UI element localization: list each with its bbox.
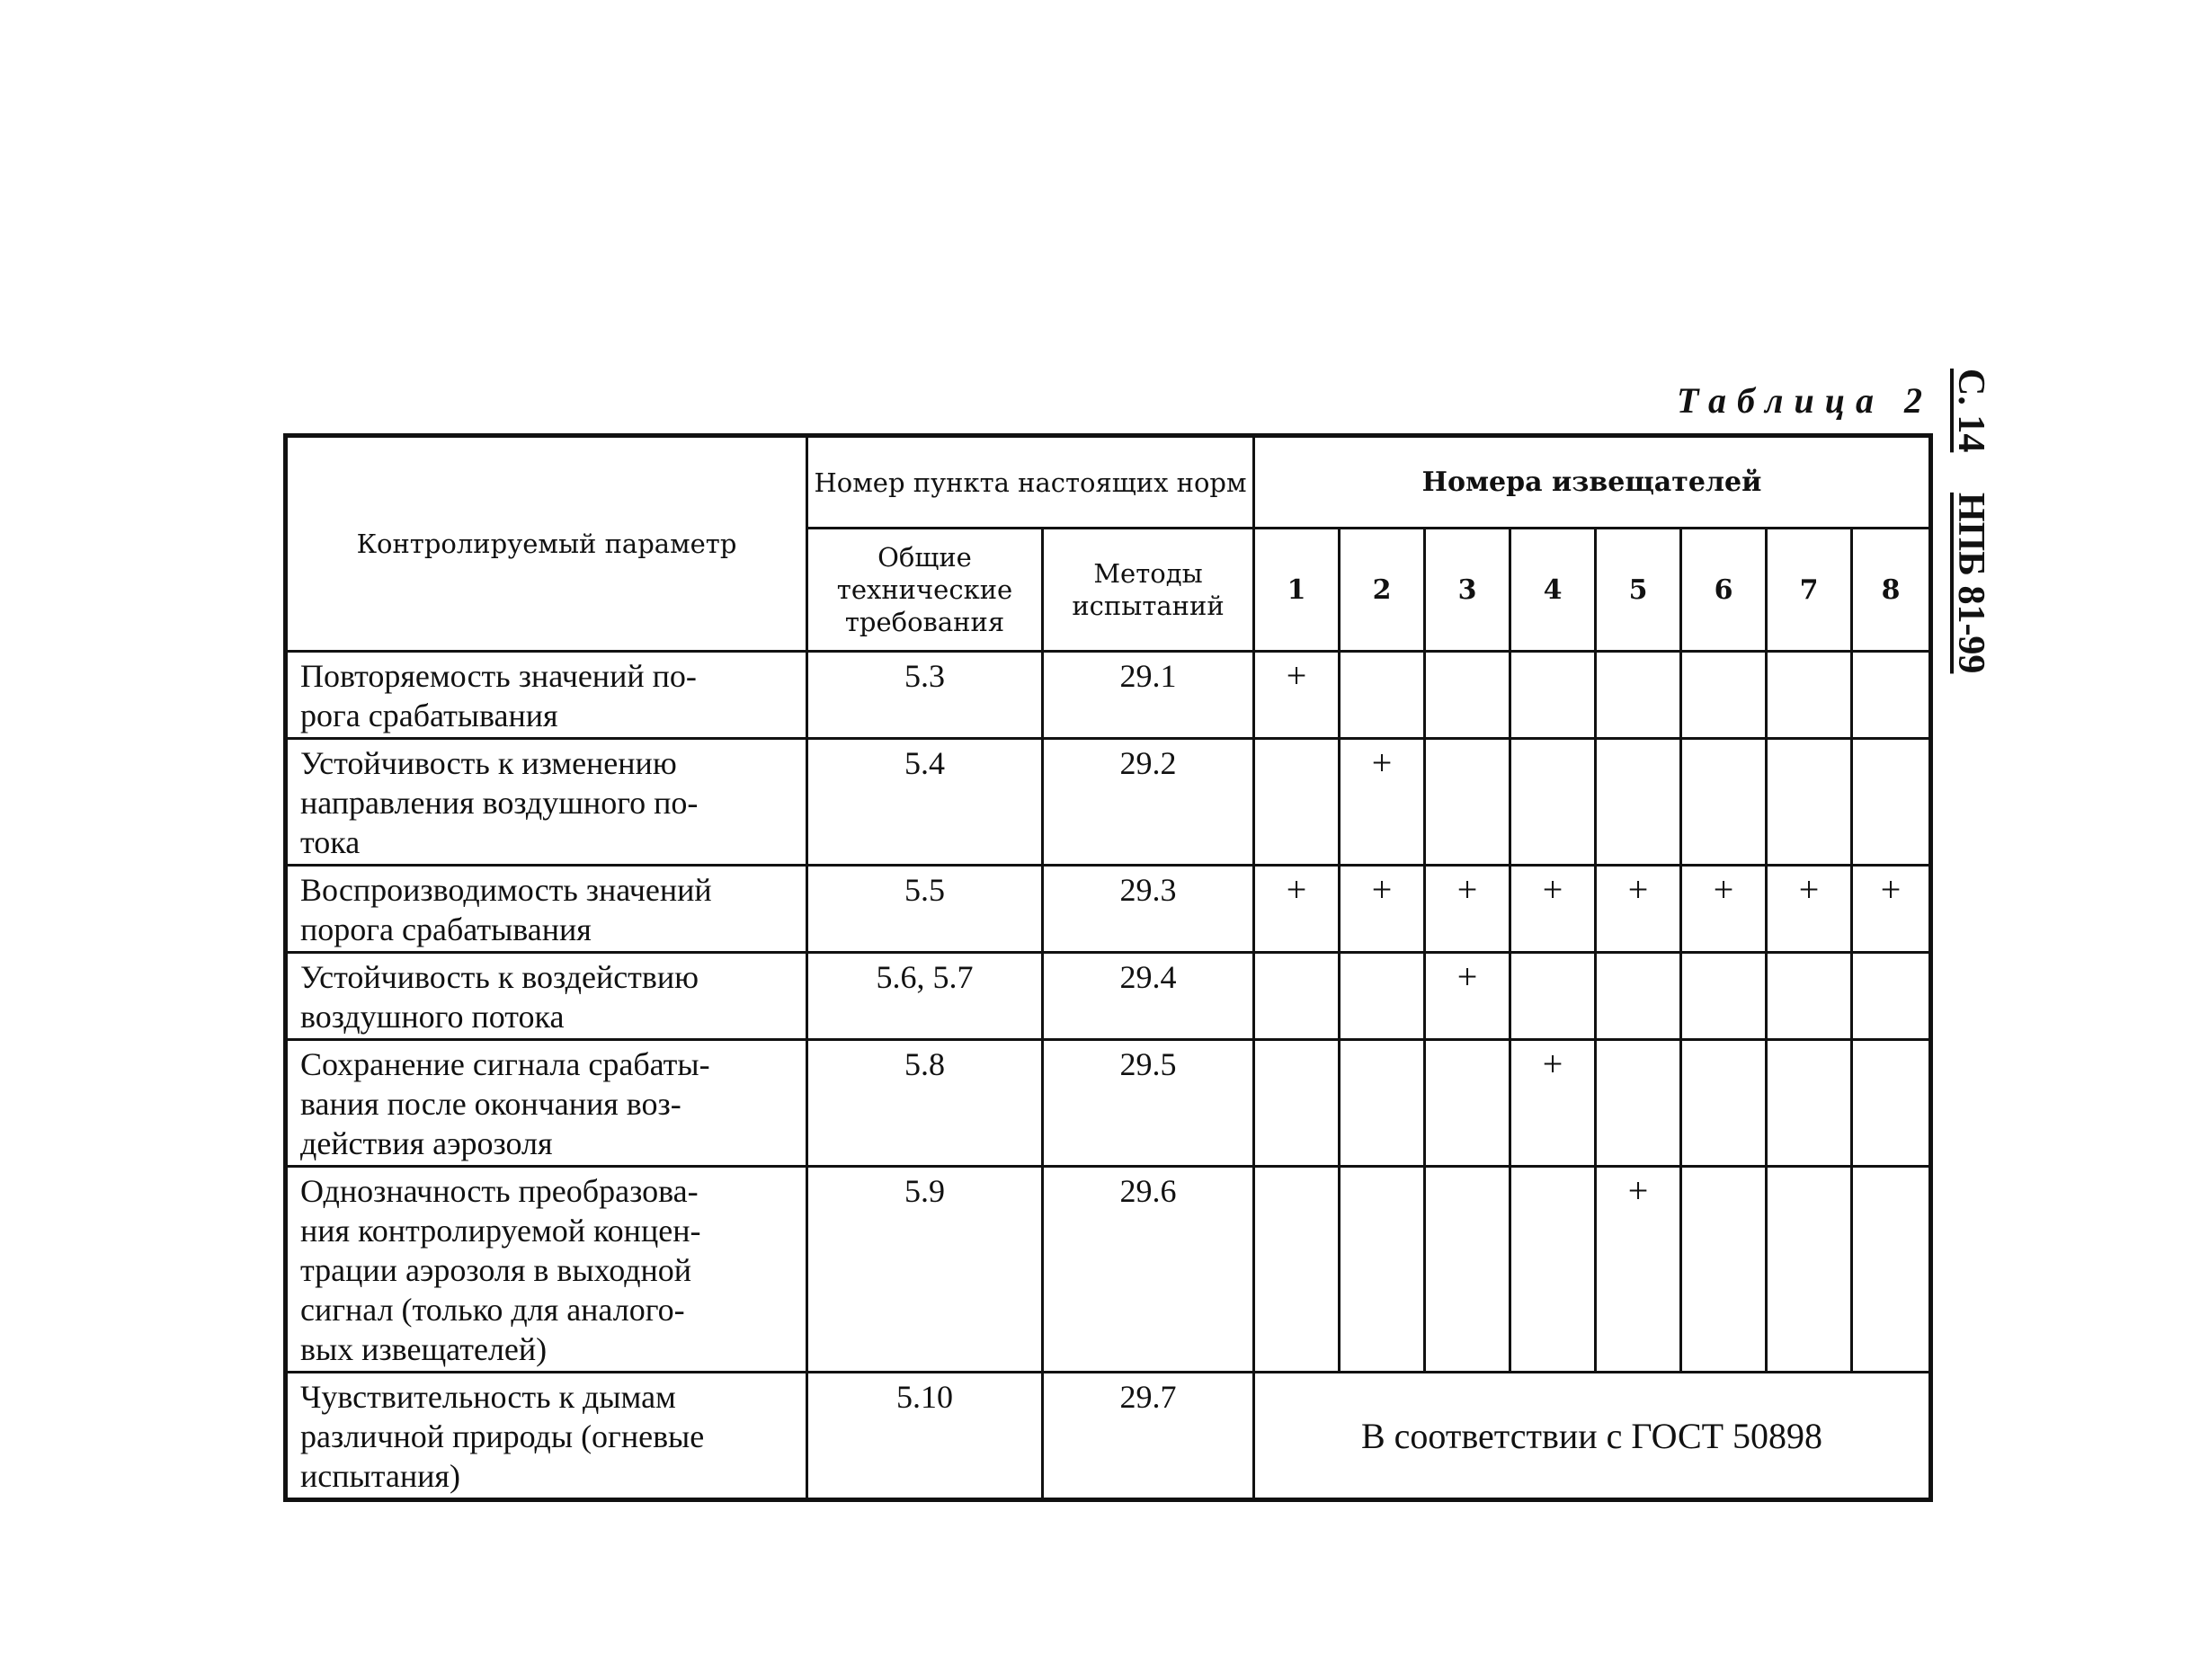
general-req-cell: 5.9 — [807, 1167, 1043, 1373]
param-cell — [286, 953, 807, 1040]
detector-mark-cell — [1681, 652, 1767, 739]
detector-mark-cell — [1596, 953, 1681, 1040]
param-line: воздушного потока — [300, 999, 565, 1035]
detector-mark-cell: + — [1340, 866, 1425, 953]
general-req-cell: 5.5 — [807, 866, 1043, 953]
param-line: ния контролируемой концен- — [300, 1213, 701, 1249]
detector-mark-cell — [1852, 652, 1931, 739]
detector-mark-cell — [1254, 739, 1340, 866]
param-cell — [286, 739, 807, 866]
param-cell — [286, 1040, 807, 1167]
param-line: Воспроизводимость значений — [300, 872, 712, 908]
detector-mark-cell: + — [1852, 866, 1931, 953]
detector-mark-cell — [1596, 739, 1681, 866]
detector-number: 1 — [1254, 529, 1340, 652]
param-line: вых извещателей) — [300, 1331, 548, 1367]
detector-number: 8 — [1852, 529, 1931, 652]
header-row-1 — [286, 436, 1931, 529]
detector-mark-cell: + — [1510, 866, 1596, 953]
param-cell — [286, 1167, 807, 1373]
test-method-cell: 29.7 — [1043, 1373, 1254, 1500]
test-method-cell: 29.5 — [1043, 1040, 1254, 1167]
param-line: Сохранение сигнала срабаты- — [300, 1046, 710, 1082]
detector-mark-cell — [1767, 739, 1852, 866]
param-line: рога срабатывания — [300, 698, 558, 733]
detector-number: 5 — [1596, 529, 1681, 652]
detector-number: 2 — [1340, 529, 1425, 652]
param-line: испытания) — [300, 1458, 460, 1494]
header-detectors-group: Номера извещателей — [1254, 436, 1931, 529]
test-method-cell: 29.4 — [1043, 953, 1254, 1040]
table-row-last — [286, 1373, 1931, 1500]
param-line: вания после окончания воз- — [300, 1086, 681, 1122]
detector-mark-cell — [1681, 1040, 1767, 1167]
param-line: действия аэрозоля — [300, 1125, 553, 1161]
detector-mark-cell: + — [1425, 953, 1510, 1040]
detector-mark-cell — [1425, 739, 1510, 866]
detector-mark-cell — [1340, 652, 1425, 739]
table-row — [286, 866, 1931, 953]
detector-mark-cell — [1767, 652, 1852, 739]
param-line: трации аэрозоля в выходной — [300, 1252, 692, 1288]
detector-mark-cell — [1767, 1167, 1852, 1373]
detector-mark-cell — [1254, 1040, 1340, 1167]
param-line: Повторяемость значений по- — [300, 658, 697, 694]
detector-number: 7 — [1767, 529, 1852, 652]
detector-mark-cell — [1254, 1167, 1340, 1373]
table-row — [286, 1167, 1931, 1373]
param-line: Однозначность преобразова- — [300, 1173, 699, 1209]
test-method-cell: 29.1 — [1043, 652, 1254, 739]
page-number: С. 14 — [1950, 369, 1991, 453]
detector-mark-cell — [1425, 652, 1510, 739]
detector-mark-cell: + — [1596, 1167, 1681, 1373]
table-row — [286, 739, 1931, 866]
detector-mark-cell — [1254, 953, 1340, 1040]
detector-number: 3 — [1425, 529, 1510, 652]
general-req-cell: 5.6, 5.7 — [807, 953, 1043, 1040]
header-param: Контролируемый параметр — [286, 436, 807, 652]
detector-mark-cell — [1596, 1040, 1681, 1167]
detector-number: 4 — [1510, 529, 1596, 652]
table-row — [286, 652, 1931, 739]
table-caption: Таблица 2 — [1677, 380, 1933, 421]
param-line: Устойчивость к воздействию — [300, 959, 699, 995]
table-row — [286, 953, 1931, 1040]
detector-mark-cell — [1681, 1167, 1767, 1373]
param-line: тока — [300, 824, 361, 860]
detector-mark-cell — [1510, 1167, 1596, 1373]
general-req-cell: 5.8 — [807, 1040, 1043, 1167]
detector-mark-cell — [1852, 953, 1931, 1040]
document-code: НПБ 81-99 — [1950, 492, 1991, 674]
header-general-req: Общие технические требования — [807, 529, 1043, 652]
general-req-cell: 5.3 — [807, 652, 1043, 739]
detector-mark-cell — [1767, 1040, 1852, 1167]
test-method-cell: 29.6 — [1043, 1167, 1254, 1373]
general-req-cell: 5.10 — [807, 1373, 1043, 1500]
detector-mark-cell — [1510, 652, 1596, 739]
detector-mark-cell: + — [1425, 866, 1510, 953]
param-cell — [286, 866, 807, 953]
detector-mark-cell — [1767, 953, 1852, 1040]
detector-mark-cell: + — [1596, 866, 1681, 953]
test-method-cell: 29.2 — [1043, 739, 1254, 866]
side-page-header — [1949, 369, 1992, 673]
param-line: различной природы (огневые — [300, 1418, 705, 1454]
general-req-cell: 5.4 — [807, 739, 1043, 866]
detector-mark-cell — [1681, 739, 1767, 866]
detector-mark-cell: + — [1681, 866, 1767, 953]
param-cell — [286, 1373, 807, 1500]
detector-mark-cell: + — [1340, 739, 1425, 866]
param-line: Чувствительность к дымам — [300, 1379, 676, 1415]
header-norms-group: Номер пункта настоящих норм — [807, 436, 1254, 529]
detector-mark-cell — [1340, 1167, 1425, 1373]
detector-mark-cell — [1681, 953, 1767, 1040]
table-body — [286, 436, 1931, 1500]
detector-mark-cell: + — [1510, 1040, 1596, 1167]
param-line: сигнал (только для аналого- — [300, 1292, 685, 1328]
table-row — [286, 1040, 1931, 1167]
gost-note-cell: В соответствии с ГОСТ 50898 — [1254, 1373, 1931, 1500]
param-line: Устойчивость к изменению — [300, 745, 677, 781]
detector-mark-cell — [1425, 1167, 1510, 1373]
detector-mark-cell — [1340, 953, 1425, 1040]
detector-mark-cell: + — [1767, 866, 1852, 953]
detector-mark-cell — [1425, 1040, 1510, 1167]
detector-mark-cell — [1510, 739, 1596, 866]
detector-mark-cell — [1340, 1040, 1425, 1167]
detector-mark-cell: + — [1254, 652, 1340, 739]
test-method-cell: 29.3 — [1043, 866, 1254, 953]
param-cell — [286, 652, 807, 739]
param-line: порога срабатывания — [300, 911, 592, 947]
detector-mark-cell — [1852, 1167, 1931, 1373]
detector-mark-cell — [1852, 1040, 1931, 1167]
detector-mark-cell — [1510, 953, 1596, 1040]
header-test-methods: Методы испытаний — [1043, 529, 1254, 652]
detector-mark-cell — [1852, 739, 1931, 866]
detector-mark-cell: + — [1254, 866, 1340, 953]
requirements-table — [283, 433, 1933, 1502]
detector-mark-cell — [1596, 652, 1681, 739]
detector-number: 6 — [1681, 529, 1767, 652]
param-line: направления воздушного по- — [300, 785, 699, 821]
